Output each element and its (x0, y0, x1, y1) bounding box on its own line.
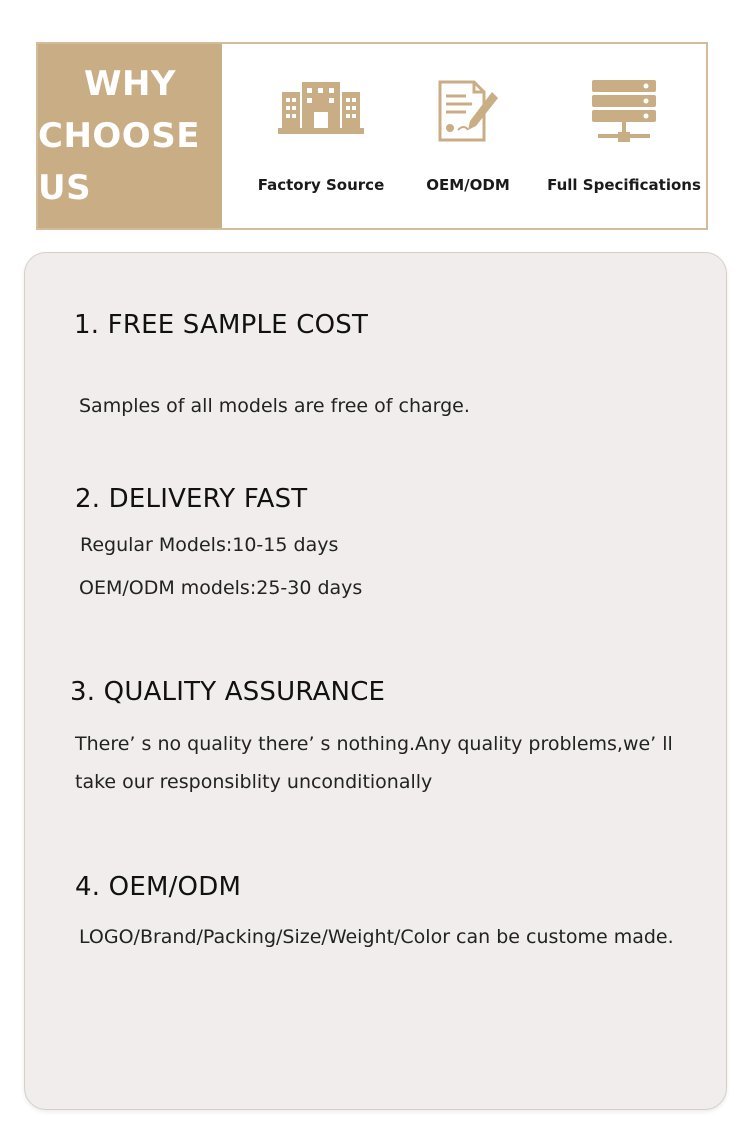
feature-label: OEM/ODM (426, 176, 510, 194)
feature-label: Factory Source (257, 176, 385, 194)
server-rack-icon (592, 80, 656, 149)
factory-building-icon (278, 78, 364, 139)
section-text: There’ s no quality there’ s nothing.Any quality problems,we’ ll (75, 733, 673, 755)
section-text: OEM/ODM models:25-30 days (79, 577, 363, 599)
section-text: Samples of all models are free of charge. (79, 395, 470, 417)
why-title-line-1: WHY (83, 64, 177, 104)
why-choose-us-title (38, 44, 222, 228)
section-text: LOGO/Brand/Packing/Size/Weight/Color can be custome made. (79, 926, 674, 948)
section-heading: 2. DELIVERY FAST (75, 484, 308, 514)
feature-factory-source (241, 44, 401, 228)
document-pen-icon (436, 80, 500, 149)
section-heading: 1. FREE SAMPLE COST (74, 310, 369, 340)
feature-oem-odm (388, 44, 548, 228)
feature-full-specifications (544, 44, 704, 228)
section-text: Regular Models:10-15 days (80, 534, 339, 556)
section-heading: 4. OEM/ODM (75, 872, 242, 902)
section-heading: 3. QUALITY ASSURANCE (70, 677, 386, 707)
feature-label: Full Specifications (547, 176, 701, 194)
why-title-line-2: CHOOSE US (38, 116, 200, 208)
why-choose-us-banner (36, 42, 708, 230)
section-text: take our responsiblity unconditionally (75, 771, 433, 793)
